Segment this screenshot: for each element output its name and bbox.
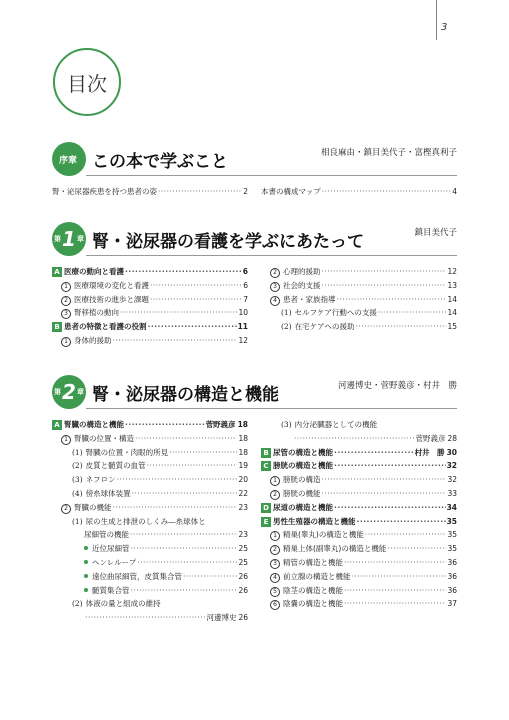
toc-entry[interactable] — [52, 334, 248, 348]
toc-entry-page: 14 — [447, 294, 457, 304]
toc-entry-page: 23 — [238, 530, 248, 540]
chapter-0 — [52, 142, 457, 199]
toc-entry-text: 尿道の構造と機能 — [273, 502, 333, 512]
bullet-icon — [84, 574, 88, 578]
toc-entry-text: 腎臓の位置・肉眼的所見 — [85, 447, 169, 457]
toc-entry-label — [281, 418, 377, 432]
toc-entry[interactable] — [261, 515, 457, 529]
toc-entry[interactable] — [52, 473, 248, 487]
toc-entry[interactable] — [261, 556, 457, 570]
toc-entry-text: 尿の生成と排泄のしくみ―糸球体と — [85, 516, 206, 526]
dot-leader — [378, 306, 447, 320]
toc-entry-label — [261, 515, 356, 529]
dot-leader — [334, 501, 446, 515]
toc-entry-text: 内分泌臓器としての機能 — [294, 420, 378, 429]
toc-entry-text: 膀胱の構造と機能 — [273, 461, 333, 471]
toc-entry-text: ネフロン — [85, 475, 116, 485]
toc-entry-label — [52, 265, 124, 279]
toc-entry-label — [61, 334, 112, 348]
toc-entry-text: 在宅ケアへの援助 — [294, 322, 355, 332]
toc-entry-text: 社会的支援 — [283, 280, 321, 290]
toc-entry-label — [270, 265, 321, 279]
toc-entry-page: 37 — [447, 599, 457, 609]
toc-entry-label — [261, 446, 333, 460]
toc-entry-page: 15 — [447, 322, 457, 332]
paren-number: (1) — [281, 308, 292, 318]
toc-entry-text: 陰茎の構造と機能 — [283, 585, 343, 595]
toc-entry-page: 25 — [238, 557, 248, 567]
circled-number: 5 — [270, 587, 280, 597]
dot-leader — [85, 611, 205, 625]
toc-entry-text: 患者の特徴と看護の役割 — [64, 322, 147, 332]
toc-entry[interactable] — [52, 515, 248, 529]
toc-entry-page: 26 — [238, 613, 248, 623]
toc-entry-text: 尿細管の機能 — [84, 530, 129, 540]
toc-entry-label — [281, 306, 377, 320]
toc-entry-text: 前立腺の構造と機能 — [283, 571, 351, 581]
toc-entry-text: 陰嚢の構造と機能 — [283, 599, 343, 609]
toc-entry-page: 35 — [447, 544, 457, 554]
dot-leader — [344, 597, 446, 611]
toc-entry-text: 医療の動向と看護 — [64, 267, 124, 276]
toc-entry[interactable] — [52, 293, 248, 307]
toc-entry[interactable] — [52, 306, 248, 320]
circled-number: 2 — [270, 268, 280, 278]
dot-leader — [183, 570, 237, 584]
toc-entry-text: 腎臓の構造と機能 — [64, 420, 124, 429]
dot-leader — [334, 446, 414, 460]
toc-entry[interactable] — [261, 185, 457, 199]
toc-entry-page: 7 — [243, 294, 248, 304]
circled-number: 2 — [61, 296, 71, 306]
dot-leader — [150, 293, 242, 307]
section-letter-badge: A — [52, 267, 62, 277]
circled-number: 1 — [61, 435, 71, 445]
toc-entry-label — [61, 432, 134, 446]
toc-entry-page: 28 — [447, 433, 457, 443]
toc-entry[interactable] — [52, 542, 248, 556]
toc-entry-page: 13 — [447, 280, 457, 290]
chapter-header — [52, 222, 457, 256]
dot-leader — [158, 185, 242, 199]
toc-entry[interactable] — [52, 459, 248, 473]
toc-entry-label — [61, 279, 149, 293]
toc-entry-label — [61, 293, 149, 307]
toc-entry-label — [52, 320, 147, 334]
toc-entry-label — [52, 418, 124, 432]
toc-entry-page: 14 — [447, 308, 457, 318]
dot-leader — [322, 265, 447, 279]
toc-entry[interactable] — [52, 597, 248, 611]
toc-entry[interactable] — [261, 459, 457, 473]
toc-entry[interactable] — [52, 446, 248, 460]
dot-leader — [344, 584, 446, 598]
toc-entry-text: 腎臓の位置・構造 — [74, 433, 134, 443]
toc-entry[interactable] — [261, 570, 457, 584]
toc-entry[interactable] — [261, 418, 457, 432]
toc-entry-label — [270, 487, 321, 501]
toc-entry-author: 菅野義彦 — [415, 433, 446, 443]
toc-entry-label — [270, 293, 336, 307]
circled-number: 2 — [270, 490, 280, 500]
toc-entry-label — [281, 320, 354, 334]
toc-columns — [52, 185, 457, 199]
toc-entry[interactable] — [261, 528, 457, 542]
toc-entry-label — [270, 597, 343, 611]
section-letter-badge: A — [52, 420, 62, 430]
dot-leader — [113, 501, 238, 515]
dot-leader — [137, 556, 237, 570]
paren-number: (2) — [281, 322, 292, 332]
toc-entry-page: 32 — [447, 475, 457, 485]
chapter-header — [52, 375, 457, 409]
chapter-rule — [86, 408, 457, 409]
section-letter-badge: D — [261, 503, 271, 513]
toc-entry-text: 遠位曲尿細管，皮質集合管 — [92, 571, 182, 581]
dot-leader — [352, 570, 447, 584]
dot-leader — [322, 185, 452, 199]
toc-entry[interactable] — [261, 597, 457, 611]
toc-entry-page: 36 — [447, 585, 457, 595]
dot-leader — [337, 293, 447, 307]
toc-entry-page: 30 — [446, 447, 457, 457]
toc-column-right — [261, 265, 457, 348]
toc-entry[interactable] — [261, 432, 457, 446]
toc-columns — [52, 265, 457, 348]
paren-number: (1) — [72, 516, 83, 526]
toc-entry-page: 18 — [238, 447, 248, 457]
page-number: 3 — [441, 22, 448, 33]
chapter-badge-prefix: 序章 — [58, 155, 77, 166]
toc-entry-label — [72, 597, 161, 611]
toc-entry-label — [84, 542, 130, 556]
toc-entry-text: 腎臓の機能 — [74, 502, 112, 512]
toc-entry-page: 22 — [238, 488, 248, 498]
toc-title: 目次 — [53, 48, 121, 116]
circled-number: 2 — [61, 504, 71, 514]
dot-leader — [365, 528, 447, 542]
toc-entry[interactable] — [261, 320, 457, 334]
toc-entry-label — [72, 459, 146, 473]
toc-entry[interactable] — [261, 293, 457, 307]
dot-leader — [322, 487, 447, 501]
toc-entry-text: 男性生殖器の構造と機能 — [273, 516, 356, 526]
paren-number: (2) — [72, 599, 83, 609]
toc-entry-text: 髄質集合管 — [92, 585, 130, 595]
circled-number: 1 — [61, 282, 71, 292]
dot-leader — [132, 487, 238, 501]
dot-leader — [355, 320, 446, 334]
toc-entry-label — [61, 501, 112, 515]
toc-entry-text: 本書の構成マップ — [261, 187, 321, 196]
toc-entry[interactable] — [52, 185, 248, 199]
chapter-badge-suffix: 章 — [76, 388, 84, 396]
chapter-rule — [86, 255, 457, 256]
toc-entry-text: 精巣上体(副睾丸)の構造と機能 — [283, 544, 387, 554]
chapter-authors: 河邊博史・菅野義彦・村井 勝 — [337, 381, 457, 391]
dot-leader — [117, 473, 238, 487]
circled-number: 3 — [61, 309, 71, 319]
toc-entry-label — [84, 584, 130, 598]
toc-column-left — [52, 265, 248, 348]
chapter-badge — [52, 142, 86, 176]
toc-entry[interactable] — [261, 446, 457, 460]
dot-leader — [147, 459, 238, 473]
toc-entry-text: 体液の量と組成の維持 — [85, 599, 161, 609]
dot-leader — [148, 320, 237, 334]
toc-entry-label — [84, 570, 182, 584]
toc-entry-page: 11 — [237, 322, 248, 332]
chapter-authors: 相良麻由・鎮目美代子・富樫真利子 — [320, 148, 457, 158]
section-letter-badge: B — [52, 322, 62, 332]
page-edge-rule — [436, 0, 437, 40]
chapter-authors: 鎮目美代子 — [414, 228, 457, 238]
toc-entry-author: 村井 勝 — [414, 447, 445, 457]
toc-entry-label — [52, 185, 157, 199]
section-letter-badge: C — [261, 461, 271, 471]
toc-entry-text: セルフケア行動への支援 — [294, 308, 377, 318]
chapter-badge-prefix: 第 — [54, 235, 62, 243]
toc-entry-page: 32 — [446, 461, 457, 471]
toc-entry-page: 34 — [446, 502, 457, 512]
chapter-badge — [52, 375, 86, 409]
paren-number: (3) — [281, 420, 292, 429]
chapter-2 — [52, 375, 457, 625]
toc-entry-text: 皮質と髄質の血管 — [85, 461, 146, 471]
circled-number: 1 — [270, 476, 280, 486]
toc-entry-text: 近位尿細管 — [92, 544, 130, 554]
toc-entry-label — [261, 459, 333, 473]
toc-entry-text: 傍糸球体装置 — [85, 488, 131, 498]
toc-entry[interactable] — [52, 501, 248, 515]
dot-leader — [344, 556, 446, 570]
toc-entry-page: 33 — [447, 488, 457, 498]
chapter-rule — [86, 175, 457, 176]
toc-entry-text: 患者・家族指導 — [283, 294, 336, 304]
toc-entry-page: 36 — [447, 557, 457, 567]
circled-number: 6 — [270, 600, 280, 610]
toc-entry-page: 20 — [238, 475, 248, 485]
toc-entry[interactable] — [261, 279, 457, 293]
circled-number: 2 — [270, 545, 280, 555]
toc-column-left — [52, 418, 248, 625]
dot-leader — [125, 418, 205, 432]
section-letter-badge: B — [261, 448, 271, 458]
paren-number: (4) — [72, 488, 83, 498]
toc-entry-page: 12 — [238, 335, 248, 345]
toc-entry[interactable] — [52, 570, 248, 584]
chapter-title[interactable]: 腎・泌尿器の看護を学ぶにあたって — [92, 232, 364, 252]
dot-leader — [150, 279, 242, 293]
chapter-title[interactable]: この本で学ぶこと — [92, 152, 228, 172]
toc-entry[interactable] — [261, 542, 457, 556]
toc-entry-page: 10 — [238, 308, 248, 318]
paren-number: (3) — [72, 475, 83, 485]
toc-entry-page: 18 — [237, 420, 248, 429]
dot-leader — [135, 432, 237, 446]
toc-entry-page: 2 — [243, 187, 248, 196]
toc-entry-text: 医療技術の進歩と課題 — [74, 294, 149, 304]
dot-leader — [334, 459, 446, 473]
toc-entry-label — [270, 542, 386, 556]
bullet-icon — [84, 588, 88, 592]
chapter-badge-suffix: 章 — [76, 235, 84, 243]
bullet-icon — [84, 546, 88, 550]
toc-entry[interactable] — [52, 432, 248, 446]
toc-entry-page: 19 — [238, 461, 248, 471]
paren-number: (1) — [72, 447, 83, 457]
chapter-title[interactable]: 腎・泌尿器の構造と機能 — [92, 385, 279, 405]
dot-leader — [125, 265, 242, 279]
chapter-badge — [52, 222, 86, 256]
toc-entry[interactable] — [261, 265, 457, 279]
toc-entry-page: 26 — [238, 585, 248, 595]
chapter-badge-number: 1 — [62, 227, 76, 251]
toc-entry-text: 膀胱の構造 — [283, 475, 321, 485]
circled-number: 1 — [270, 531, 280, 541]
bullet-icon — [84, 560, 88, 564]
toc-entry[interactable] — [261, 306, 457, 320]
dot-leader — [113, 334, 238, 348]
toc-entry-label — [270, 473, 321, 487]
toc-entry-text: 膀胱の機能 — [283, 488, 321, 498]
toc-entry[interactable] — [52, 418, 248, 432]
paren-number: (2) — [72, 461, 83, 471]
toc-entry-label — [261, 501, 333, 515]
dot-leader — [120, 306, 237, 320]
dot-leader — [322, 473, 447, 487]
toc-entry-label — [270, 528, 364, 542]
toc-entry-text: 腎・泌尿器疾患を持つ患者の姿 — [52, 187, 157, 196]
toc-entry[interactable] — [52, 584, 248, 598]
toc-entry-page: 6 — [242, 267, 248, 276]
toc-entry[interactable] — [52, 556, 248, 570]
dot-leader — [357, 515, 446, 529]
chapter-badge-prefix: 第 — [54, 388, 62, 396]
toc-entry-label — [84, 528, 129, 542]
dot-leader — [387, 542, 446, 556]
toc-entry[interactable] — [52, 320, 248, 334]
circled-number: 1 — [61, 337, 71, 347]
toc-entry-page: 35 — [447, 530, 457, 540]
toc-entry-label — [72, 446, 168, 460]
toc-entry-text: 心理的援助 — [283, 267, 321, 276]
toc-entry[interactable] — [52, 528, 248, 542]
toc-entry[interactable] — [261, 584, 457, 598]
chapter-1 — [52, 222, 457, 348]
toc-entry-page: 36 — [447, 571, 457, 581]
circled-number: 4 — [270, 573, 280, 583]
toc-entry[interactable] — [52, 279, 248, 293]
section-letter-badge: E — [261, 517, 271, 527]
circled-number: 3 — [270, 559, 280, 569]
dot-leader — [322, 279, 447, 293]
toc-column-right — [261, 185, 457, 199]
toc-entry[interactable] — [52, 487, 248, 501]
toc-entry-page: 26 — [238, 571, 248, 581]
toc-entry-label — [270, 584, 343, 598]
dot-leader — [131, 542, 238, 556]
toc-entry-label — [270, 556, 343, 570]
toc-entry-page: 23 — [238, 502, 248, 512]
toc-entry-label — [61, 306, 119, 320]
toc-entry-label — [270, 570, 351, 584]
toc-column-right — [261, 418, 457, 625]
toc-entry-text: 精管の構造と機能 — [283, 557, 343, 567]
dot-leader — [169, 446, 237, 460]
toc-entry-label — [72, 487, 131, 501]
toc-entry-text: 身体的援助 — [74, 335, 112, 345]
toc-entry-label — [261, 185, 321, 199]
dot-leader — [294, 432, 414, 446]
toc-entry-author: 菅野義彦 — [205, 420, 236, 429]
toc-entry-page: 12 — [447, 267, 457, 276]
circled-number: 3 — [270, 282, 280, 292]
toc-entry[interactable] — [261, 473, 457, 487]
circled-number: 4 — [270, 296, 280, 306]
toc-entry-text: 医療環境の変化と看護 — [74, 280, 149, 290]
toc-entry-page: 4 — [452, 187, 457, 196]
toc-columns — [52, 418, 457, 625]
toc-entry-label — [72, 473, 116, 487]
toc-entry-text: 腎移植の動向 — [74, 308, 119, 318]
toc-entry-author: 河邊博史 — [206, 613, 237, 623]
chapter-badge-number: 2 — [62, 380, 76, 404]
toc-entry-page: 35 — [446, 516, 457, 526]
toc-entry-text: 尿管の構造と機能 — [273, 447, 333, 457]
toc-entry-label — [72, 515, 206, 529]
dot-leader — [131, 584, 238, 598]
toc-entry[interactable] — [261, 501, 457, 515]
toc-entry[interactable] — [52, 611, 248, 625]
dot-leader — [130, 528, 237, 542]
toc-entry-text: 精巣(睾丸)の構造と機能 — [283, 530, 364, 540]
toc-entry[interactable] — [52, 265, 248, 279]
toc-entry-page: 18 — [238, 433, 248, 443]
toc-column-left — [52, 185, 248, 199]
toc-entry-label — [84, 556, 136, 570]
toc-entry-page: 6 — [243, 280, 248, 290]
toc-entry-text: ヘンレループ — [92, 557, 137, 567]
toc-entry-label — [270, 279, 321, 293]
chapter-header — [52, 142, 457, 176]
toc-entry-page: 25 — [238, 544, 248, 554]
toc-entry[interactable] — [261, 487, 457, 501]
